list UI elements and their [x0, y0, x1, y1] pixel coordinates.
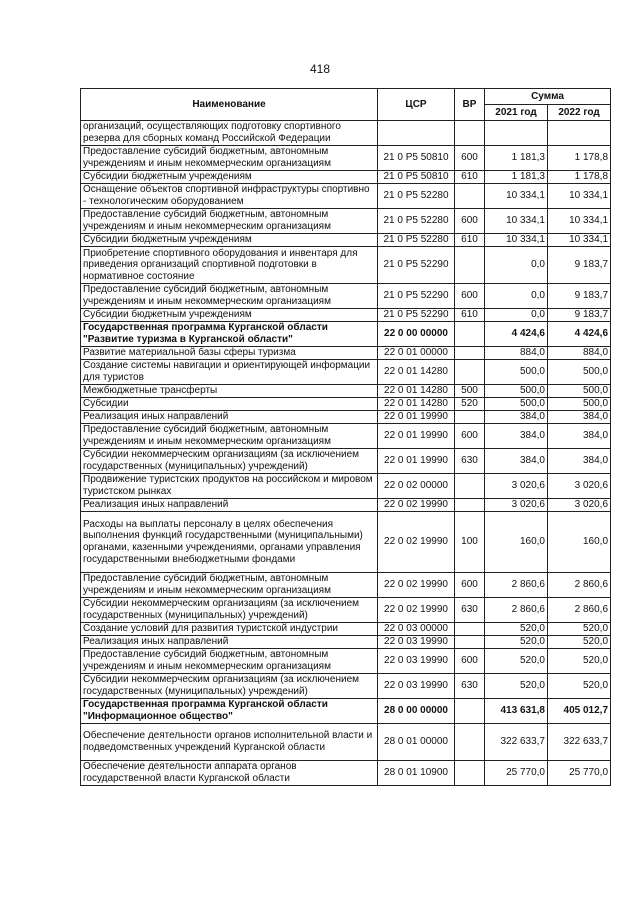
- row-amount-2021: [485, 121, 548, 146]
- row-csr: 21 0 P5 50810: [378, 171, 455, 184]
- row-csr: 22 0 03 19990: [378, 649, 455, 674]
- table-row: [81, 411, 611, 424]
- page-number: 418: [309, 62, 331, 76]
- table-row: [81, 247, 611, 284]
- row-vr: [455, 347, 485, 360]
- table-row: [81, 649, 611, 674]
- row-vr: 630: [455, 449, 485, 474]
- row-vr: [455, 121, 485, 146]
- row-name: Создание системы навигации и ориентирующей информации для туристов: [81, 360, 378, 385]
- row-amount-2022: 322 633,7: [548, 724, 611, 761]
- table-row: [81, 424, 611, 449]
- table-row: [81, 636, 611, 649]
- row-amount-2021: 322 633,7: [485, 724, 548, 761]
- row-amount-2022: 520,0: [548, 623, 611, 636]
- table-row: [81, 121, 611, 146]
- row-name: Предоставление субсидий бюджетным, автономным учреждениям и иным некоммерческим организациям: [81, 284, 378, 309]
- row-name: Оснащение объектов спортивной инфраструктуры спортивно - технологическим оборудованием: [81, 184, 378, 209]
- row-csr: 28 0 01 00000: [378, 724, 455, 761]
- row-amount-2022: 2 860,6: [548, 598, 611, 623]
- row-csr: 21 0 P5 52290: [378, 284, 455, 309]
- row-vr: 630: [455, 598, 485, 623]
- row-amount-2022: 520,0: [548, 674, 611, 699]
- row-name: Обеспечение деятельности органов исполнительной власти и подведомственных учреждений Курганской области: [81, 724, 378, 761]
- row-csr: 21 0 P5 52280: [378, 234, 455, 247]
- row-amount-2022: [548, 121, 611, 146]
- row-csr: 22 0 03 19990: [378, 674, 455, 699]
- row-amount-2021: 3 020,6: [485, 499, 548, 512]
- table-row: [81, 398, 611, 411]
- row-amount-2022: 520,0: [548, 636, 611, 649]
- row-amount-2022: 3 020,6: [548, 474, 611, 499]
- row-amount-2021: 10 334,1: [485, 234, 548, 247]
- table-row: [81, 171, 611, 184]
- row-amount-2021: 384,0: [485, 424, 548, 449]
- row-vr: 500: [455, 385, 485, 398]
- row-amount-2021: 2 860,6: [485, 598, 548, 623]
- row-name: Предоставление субсидий бюджетным, автономным учреждениям и иным некоммерческим организациям: [81, 209, 378, 234]
- table-row: [81, 724, 611, 761]
- row-amount-2022: 10 334,1: [548, 184, 611, 209]
- row-name: Предоставление субсидий бюджетным, автономным учреждениям и иным некоммерческим организациям: [81, 424, 378, 449]
- row-name: Государственная программа Курганской области "Развитие туризма в Курганской области": [81, 322, 378, 347]
- row-vr: 630: [455, 674, 485, 699]
- row-amount-2021: 413 631,8: [485, 699, 548, 724]
- row-amount-2022: 500,0: [548, 398, 611, 411]
- row-vr: 520: [455, 398, 485, 411]
- row-csr: 22 0 01 14280: [378, 360, 455, 385]
- row-vr: 600: [455, 573, 485, 598]
- row-vr: 610: [455, 171, 485, 184]
- row-name: Субсидии некоммерческим организациям (за исключением государственных (муниципальных) учреждений): [81, 598, 378, 623]
- row-name: Реализация иных направлений: [81, 411, 378, 424]
- row-amount-2022: 405 012,7: [548, 699, 611, 724]
- header-csr: ЦСР: [378, 89, 455, 121]
- row-amount-2021: 384,0: [485, 449, 548, 474]
- table-row: [81, 512, 611, 573]
- row-vr: [455, 623, 485, 636]
- row-amount-2021: 500,0: [485, 360, 548, 385]
- table-row: [81, 184, 611, 209]
- row-name: Субсидии бюджетным учреждениям: [81, 171, 378, 184]
- table-row: [81, 761, 611, 786]
- row-amount-2022: 10 334,1: [548, 209, 611, 234]
- row-amount-2022: 500,0: [548, 360, 611, 385]
- row-csr: 22 0 02 19990: [378, 573, 455, 598]
- row-amount-2021: 500,0: [485, 398, 548, 411]
- row-name: Субсидии бюджетным учреждениям: [81, 309, 378, 322]
- row-amount-2021: 25 770,0: [485, 761, 548, 786]
- row-csr: 22 0 01 14280: [378, 398, 455, 411]
- row-amount-2022: 2 860,6: [548, 573, 611, 598]
- row-vr: 600: [455, 649, 485, 674]
- row-vr: [455, 761, 485, 786]
- row-name: Продвижение туристских продуктов на российском и мировом туристском рынках: [81, 474, 378, 499]
- row-amount-2022: 9 183,7: [548, 247, 611, 284]
- header-year-2021: 2021 год: [485, 105, 548, 121]
- row-name: Межбюджетные трансферты: [81, 385, 378, 398]
- row-amount-2021: 520,0: [485, 649, 548, 674]
- row-amount-2021: 2 860,6: [485, 573, 548, 598]
- row-amount-2021: 384,0: [485, 411, 548, 424]
- row-amount-2022: 9 183,7: [548, 284, 611, 309]
- table-row: [81, 322, 611, 347]
- row-csr: 22 0 01 14280: [378, 385, 455, 398]
- row-amount-2021: 884,0: [485, 347, 548, 360]
- row-name: Предоставление субсидий бюджетным, автономным учреждениям и иным некоммерческим организациям: [81, 649, 378, 674]
- row-name: Развитие материальной базы сферы туризма: [81, 347, 378, 360]
- row-amount-2022: 1 178,8: [548, 171, 611, 184]
- row-amount-2021: 520,0: [485, 674, 548, 699]
- header-year-2022: 2022 год: [548, 105, 611, 121]
- table-row: [81, 474, 611, 499]
- row-csr: 22 0 02 19990: [378, 499, 455, 512]
- row-csr: 21 0 P5 52280: [378, 209, 455, 234]
- table-body: [81, 121, 611, 786]
- row-amount-2022: 10 334,1: [548, 234, 611, 247]
- row-amount-2021: 10 334,1: [485, 184, 548, 209]
- row-amount-2021: 4 424,6: [485, 322, 548, 347]
- row-vr: [455, 322, 485, 347]
- row-amount-2021: 1 181,3: [485, 171, 548, 184]
- row-amount-2022: 384,0: [548, 411, 611, 424]
- table-row: [81, 284, 611, 309]
- row-vr: 600: [455, 284, 485, 309]
- table-row: [81, 623, 611, 636]
- row-name: Предоставление субсидий бюджетным, автономным учреждениям и иным некоммерческим организациям: [81, 146, 378, 171]
- row-amount-2022: 3 020,6: [548, 499, 611, 512]
- row-csr: 22 0 01 19990: [378, 411, 455, 424]
- row-name: Расходы на выплаты персоналу в целях обеспечения выполнения функций государственными (муниципальными) органами, казенными учреждениями, органами управления государственными внебюджетными фондами: [81, 512, 378, 573]
- row-csr: 22 0 01 00000: [378, 347, 455, 360]
- row-vr: 610: [455, 309, 485, 322]
- table-row: [81, 598, 611, 623]
- row-amount-2021: 520,0: [485, 636, 548, 649]
- row-name: Реализация иных направлений: [81, 499, 378, 512]
- row-name: Предоставление субсидий бюджетным, автономным учреждениям и иным некоммерческим организациям: [81, 573, 378, 598]
- row-name: Обеспечение деятельности аппарата органов государственной власти Курганской области: [81, 761, 378, 786]
- row-amount-2022: 9 183,7: [548, 309, 611, 322]
- header-sum: Сумма: [485, 89, 611, 105]
- row-vr: 100: [455, 512, 485, 573]
- row-csr: 28 0 01 10900: [378, 761, 455, 786]
- row-name: Приобретение спортивного оборудования и инвентаря для приведения организаций спортивной подготовки в нормативное состояние: [81, 247, 378, 284]
- table-row: [81, 573, 611, 598]
- row-name: Субсидии некоммерческим организациям (за исключением государственных (муниципальных) учреждений): [81, 449, 378, 474]
- row-vr: [455, 247, 485, 284]
- row-name: Субсидии: [81, 398, 378, 411]
- row-name: Государственная программа Курганской области "Информационное общество": [81, 699, 378, 724]
- table-row: [81, 209, 611, 234]
- table-row: [81, 309, 611, 322]
- row-amount-2021: 160,0: [485, 512, 548, 573]
- row-amount-2022: 1 178,8: [548, 146, 611, 171]
- table-row: [81, 499, 611, 512]
- header-vr: ВР: [455, 89, 485, 121]
- row-amount-2021: 0,0: [485, 284, 548, 309]
- row-csr: 22 0 01 19990: [378, 449, 455, 474]
- row-csr: 21 0 P5 50810: [378, 146, 455, 171]
- row-name: Реализация иных направлений: [81, 636, 378, 649]
- table-row: [81, 449, 611, 474]
- table-row: [81, 385, 611, 398]
- header-name: Наименование: [81, 89, 378, 121]
- row-name: Субсидии некоммерческим организациям (за исключением государственных (муниципальных) учреждений): [81, 674, 378, 699]
- row-vr: 610: [455, 234, 485, 247]
- row-amount-2021: 0,0: [485, 309, 548, 322]
- row-csr: 22 0 03 00000: [378, 623, 455, 636]
- table-row: [81, 146, 611, 171]
- row-csr: 22 0 02 00000: [378, 474, 455, 499]
- row-vr: [455, 699, 485, 724]
- row-vr: [455, 474, 485, 499]
- row-vr: [455, 360, 485, 385]
- row-csr: 22 0 03 19990: [378, 636, 455, 649]
- table-row: [81, 347, 611, 360]
- row-vr: [455, 636, 485, 649]
- row-vr: [455, 411, 485, 424]
- row-csr: 21 0 P5 52290: [378, 247, 455, 284]
- row-amount-2022: 520,0: [548, 649, 611, 674]
- row-vr: [455, 724, 485, 761]
- row-amount-2022: 500,0: [548, 385, 611, 398]
- row-vr: 600: [455, 209, 485, 234]
- row-vr: 600: [455, 146, 485, 171]
- row-vr: 600: [455, 424, 485, 449]
- row-csr: 21 0 P5 52280: [378, 184, 455, 209]
- row-amount-2022: 384,0: [548, 424, 611, 449]
- row-amount-2021: 10 334,1: [485, 209, 548, 234]
- row-name: Субсидии бюджетным учреждениям: [81, 234, 378, 247]
- table-row: [81, 699, 611, 724]
- row-amount-2022: 384,0: [548, 449, 611, 474]
- row-amount-2022: 4 424,6: [548, 322, 611, 347]
- row-amount-2021: 520,0: [485, 623, 548, 636]
- row-csr: 22 0 01 19990: [378, 424, 455, 449]
- row-amount-2022: 160,0: [548, 512, 611, 573]
- row-name: Создание условий для развития туристской индустрии: [81, 623, 378, 636]
- row-csr: 21 0 P5 52290: [378, 309, 455, 322]
- table-row: [81, 674, 611, 699]
- row-amount-2021: 3 020,6: [485, 474, 548, 499]
- row-csr: 22 0 02 19990: [378, 512, 455, 573]
- table-row: [81, 234, 611, 247]
- row-amount-2022: 25 770,0: [548, 761, 611, 786]
- row-csr: 22 0 02 19990: [378, 598, 455, 623]
- row-vr: [455, 184, 485, 209]
- row-csr: [378, 121, 455, 146]
- row-vr: [455, 499, 485, 512]
- row-csr: 22 0 00 00000: [378, 322, 455, 347]
- row-csr: 28 0 00 00000: [378, 699, 455, 724]
- row-amount-2021: 1 181,3: [485, 146, 548, 171]
- row-amount-2022: 884,0: [548, 347, 611, 360]
- budget-table: [80, 88, 611, 786]
- table-row: [81, 360, 611, 385]
- row-amount-2021: 500,0: [485, 385, 548, 398]
- row-name: организаций, осуществляющих подготовку спортивного резерва для сборных команд Российской Федерации: [81, 121, 378, 146]
- row-amount-2021: 0,0: [485, 247, 548, 284]
